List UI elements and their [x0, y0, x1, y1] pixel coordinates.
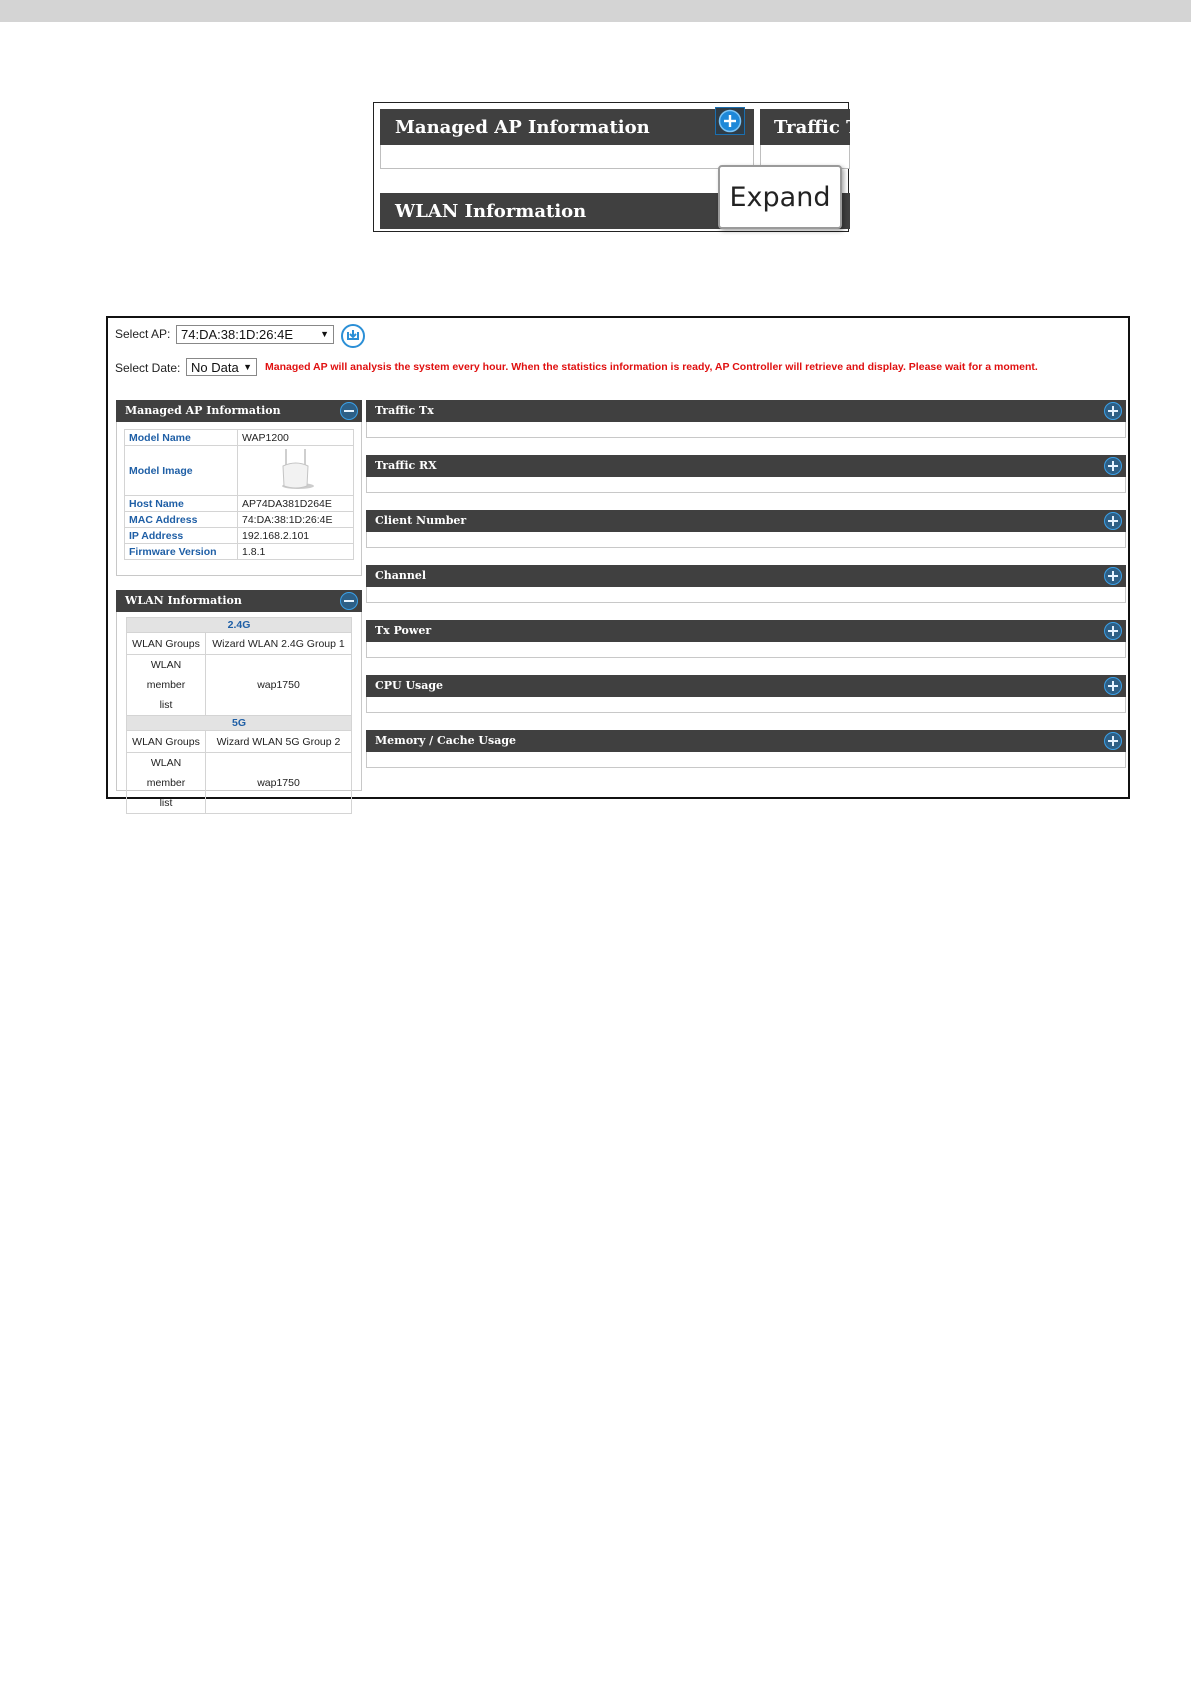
expand-traffic-rx-button[interactable]	[1104, 457, 1122, 475]
table-row	[127, 618, 352, 633]
wlan-member-label-line1: WLAN member	[146, 757, 186, 789]
table-row	[125, 528, 354, 544]
callout-traffic-title: Traffic T	[774, 116, 860, 138]
wlan-member-value: wap1750	[206, 753, 352, 814]
cpu-usage-title: CPU Usage	[375, 679, 444, 692]
channel-header	[366, 565, 1126, 587]
traffic-tx-header	[366, 400, 1126, 422]
model-name-key: Model Name	[125, 430, 238, 446]
expand-traffic-tx-button[interactable]	[1104, 402, 1122, 420]
expand-client-number-button[interactable]	[1104, 512, 1122, 530]
managed-ap-body	[116, 422, 362, 576]
memory-cache-header	[366, 730, 1126, 752]
wlan-member-label	[127, 655, 206, 716]
mac-address-value: 74:DA:38:1D:26:4E	[238, 512, 354, 528]
band-2-4g: 2.4G	[127, 618, 352, 633]
host-name-key: Host Name	[125, 496, 238, 512]
refresh-save-icon	[345, 328, 361, 344]
wlan-groups-label: WLAN Groups	[127, 731, 206, 753]
save-button[interactable]	[341, 324, 365, 348]
table-row	[125, 446, 354, 496]
select-ap-label: Select AP:	[115, 327, 171, 341]
client-number-header	[366, 510, 1126, 532]
select-date-value: No Data	[191, 360, 239, 375]
firmware-version-key: Firmware Version	[125, 544, 238, 560]
model-image-key: Model Image	[125, 446, 238, 496]
ap-device-image	[274, 446, 318, 492]
callout-managed-ap-body	[380, 145, 754, 169]
managed-ap-table	[124, 429, 354, 560]
table-row	[127, 731, 352, 753]
dropdown-arrow-icon: ▼	[243, 362, 252, 372]
expand-tooltip	[718, 165, 842, 229]
firmware-version-value: 1.8.1	[238, 544, 354, 560]
callout-traffic-header	[760, 109, 860, 145]
wlan-member-value: wap1750	[206, 655, 352, 716]
top-page-bar	[0, 0, 1191, 22]
callout-managed-ap-header	[380, 109, 754, 145]
ip-address-value: 192.168.2.101	[238, 528, 354, 544]
collapse-wlan-button[interactable]	[340, 592, 358, 610]
mac-address-key: MAC Address	[125, 512, 238, 528]
table-row	[125, 496, 354, 512]
wlan-groups-value: Wizard WLAN 2.4G Group 1	[206, 633, 352, 655]
tx-power-body	[366, 642, 1126, 658]
managed-ap-header	[116, 400, 362, 422]
traffic-tx-title: Traffic Tx	[375, 404, 434, 417]
table-row	[125, 544, 354, 560]
wlan-groups-value: Wizard WLAN 5G Group 2	[206, 731, 352, 753]
traffic-rx-body	[366, 477, 1126, 493]
channel-body	[366, 587, 1126, 603]
memory-cache-title: Memory / Cache Usage	[375, 734, 517, 747]
band-5g: 5G	[127, 716, 352, 731]
select-ap-value: 74:DA:38:1D:26:4E	[181, 327, 294, 342]
select-date-dropdown[interactable]	[186, 358, 257, 376]
wlan-member-label-line1: WLAN member	[146, 659, 186, 691]
callout-expand-button[interactable]	[715, 107, 745, 135]
plus-circle-icon	[718, 109, 742, 133]
expand-tooltip-text: Expand	[729, 181, 831, 213]
table-row	[127, 655, 352, 716]
traffic-rx-title: Traffic RX	[375, 459, 437, 472]
wlan-member-label-line2: list	[159, 699, 173, 711]
model-image-cell	[238, 446, 354, 496]
tx-power-header	[366, 620, 1126, 642]
table-row	[127, 753, 352, 814]
statistics-notice: Managed AP will analysis the system every hour. When the statistics information is ready, AP Controller will retrieve and display. Please wait for a moment.	[265, 361, 1038, 373]
table-row	[127, 716, 352, 731]
expand-tx-power-button[interactable]	[1104, 622, 1122, 640]
table-row	[125, 430, 354, 446]
table-row	[127, 633, 352, 655]
select-ap-dropdown[interactable]	[176, 325, 334, 344]
table-row	[125, 512, 354, 528]
tx-power-title: Tx Power	[375, 624, 432, 637]
select-date-label: Select Date:	[115, 361, 181, 375]
client-number-body	[366, 532, 1126, 548]
ip-address-key: IP Address	[125, 528, 238, 544]
expand-memory-cache-button[interactable]	[1104, 732, 1122, 750]
dropdown-arrow-icon: ▼	[320, 329, 329, 339]
wlan-member-label-line2: list	[159, 797, 173, 809]
wlan-groups-label: WLAN Groups	[127, 633, 206, 655]
wlan-member-label	[127, 753, 206, 814]
channel-title: Channel	[375, 569, 427, 582]
wlan-info-body	[116, 612, 362, 809]
traffic-rx-header	[366, 455, 1126, 477]
wlan-info-header	[116, 590, 362, 612]
memory-cache-body	[366, 752, 1126, 768]
model-name-value: WAP1200	[238, 430, 354, 446]
cpu-usage-body	[366, 697, 1126, 713]
callout-managed-ap-title: Managed AP Information	[395, 116, 650, 138]
expand-channel-button[interactable]	[1104, 567, 1122, 585]
wlan-info-title: WLAN Information	[125, 594, 242, 607]
traffic-tx-body	[366, 422, 1126, 438]
client-number-title: Client Number	[375, 514, 467, 527]
host-name-value: AP74DA381D264E	[238, 496, 354, 512]
wlan-table	[126, 617, 352, 814]
expand-cpu-usage-button[interactable]	[1104, 677, 1122, 695]
callout-wlan-title: WLAN Information	[395, 200, 587, 222]
ap-statistics-screenshot	[106, 316, 1130, 809]
collapse-managed-ap-button[interactable]	[340, 402, 358, 420]
expand-callout	[373, 102, 860, 232]
cpu-usage-header	[366, 675, 1126, 697]
managed-ap-title: Managed AP Information	[125, 404, 281, 417]
